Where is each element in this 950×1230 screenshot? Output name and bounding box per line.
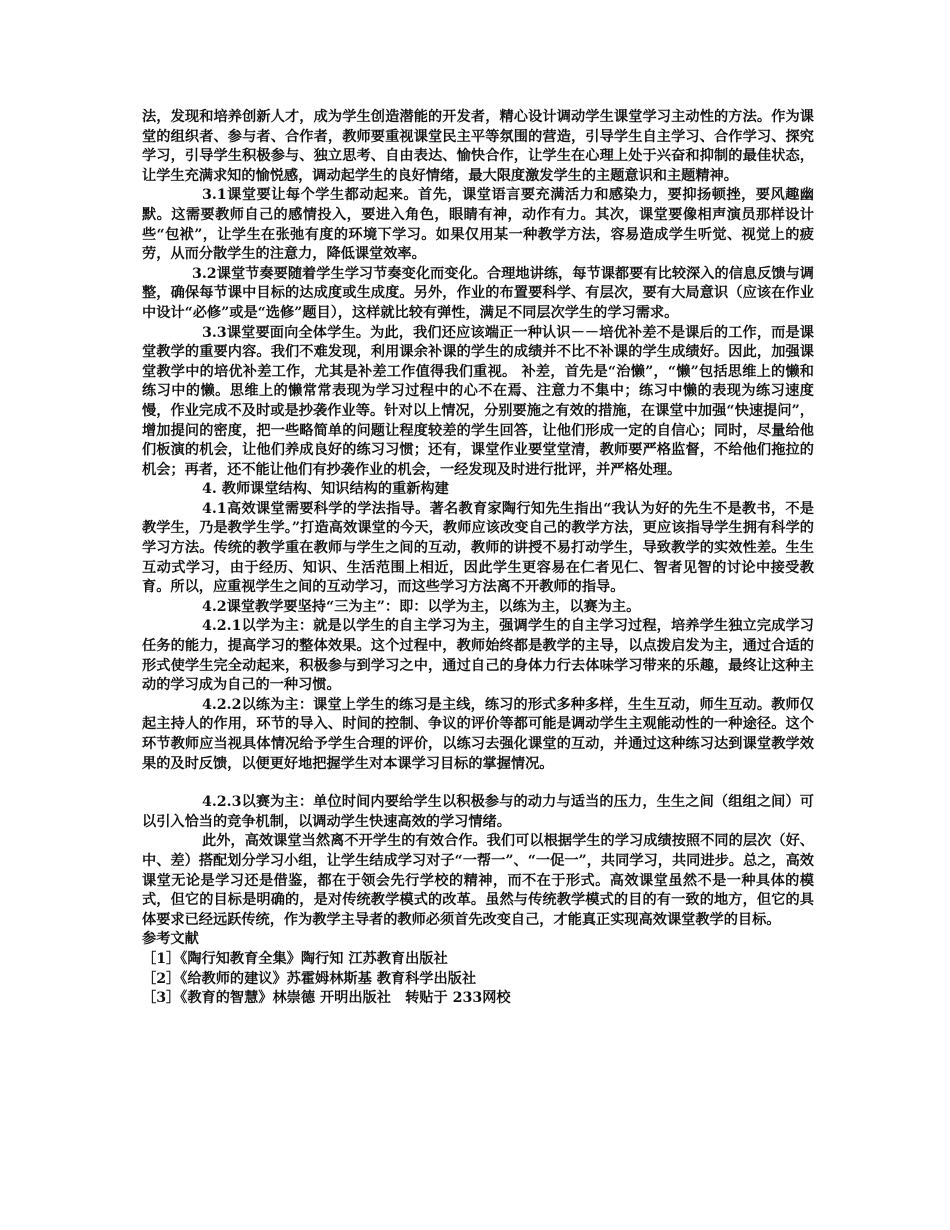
references-title: 参考文献 — [142, 931, 199, 948]
document-page — [142, 108, 814, 1009]
paragraph-conclusion: 此外，高效课堂当然离不开学生的有效合作。我们可以根据学生的学习成绩按照不同的层次（好、中、差）搭配划分学习小组，让学生结成学习对子“一帮一”、“一促一”，共同学习，共同进步。总之，高效课堂无论是学习还是借鉴，都在于领会先行学校的精神，而不在于形式。高效课堂虽然不是一种具体的模式，但它的目标是明确的，是对传统教学模式的改革。虽然与传统教学模式的目的有一致的地方，但它的具体要求已经远跃传统，作为教学主导者的教师必须首先改变自己，才能真正实现高效课堂教学的目标。 — [142, 833, 814, 928]
paragraph-3-1: 3.1课堂要让每个学生都动起来。首先，课堂语言要充满活力和感染力，要抑扬顿挫，要风趣幽默。这需要教师自己的感情投入，要进入角色，眼睛有神，动作有力。其次，课堂要像相声演员那样设计些“包袱”，让学生在张弛有度的环境下学习。如果仅用某一种教学方法，容易造成学生听觉、视觉上的疲劳，从而分散学生的注意力，降低课堂效率。 — [142, 187, 814, 263]
paragraph-intro: 法，发现和培养创新人才，成为学生创造潜能的开发者，精心设计调动学生课堂学习主动性的方法。作为课堂的组织者、参与者、合作者，教师要重视课堂民主平等氛围的营造，引导学生自主学习、合作学习、探究学习，引导学生积极参与、独立思考、自由表达、愉快合作，让学生在心理上处于兴奋和抑制的最佳状态，让学生充满求知的愉悦感，调动起学生的良好情绪，最大限度激发学生的主题意识和主题精神。 — [142, 109, 814, 184]
paragraph-3-3: 3.3课堂要面向全体学生。为此，我们还应该端正一种认识－－培优补差不是课后的工作，而是课堂教学的重要内容。我们不难发现，利用课余补课的学生的成绩并不比不补课的学生成绩好。因此，加强课堂教学中的培优补差工作，尤其是补差工作值得我们重视。 补差，首先是“治懒”，“懒”包括思维上的懒和练习中的懒。思维上的懒常常表现为学习过程中的心不在焉、注意力不集中；练习中懒的表现为练习速度慢，作业完成不及时或是抄袭作业等。针对以上情况，分别要施之有效的措施，在课堂中加强“快速提问”，增加提问的密度，把一些略简单的问题让程度较差的学生回答，让他们形成一定的自信心；同时，尽量给他们板演的机会，让他们养成良好的练习习惯；还有，课堂作业要堂堂清，教师要严格监督，不给他们拖拉的机会；再者，还不能让他们有抄袭作业的机会，一经发现及时进行批评，并严格处理。 — [142, 324, 814, 478]
paragraph-spacer — [142, 774, 814, 793]
section-heading-4: 4. 教师课堂结构、知识结构的重新构建 — [202, 481, 449, 498]
paragraph-4-2-2: 4.2.2以练为主：课堂上学生的练习是主线，练习的形式多种多样，生生互动，师生互动。教师仅起主持人的作用，环节的导入、时间的控制、争议的评价等都可能是调动学生主观能动性的一种途径。这个环节教师应当视具体情况给予学生合理的评价，以练习去强化课堂的互动，并通过这种练习达到课堂教学效果的及时反馈，以便更好地把握学生对本课学习目标的掌握情况。 — [142, 696, 814, 772]
paragraph-4-2: 4.2课堂教学要坚持“三为主”：即：以学为主，以练为主，以赛为主。 — [202, 598, 641, 615]
reference-item-3: ［3］《教育的智慧》林崇德 开明出版社 转贴于 233网校 — [142, 990, 511, 1007]
paragraph-4-1: 4.1高效课堂需要科学的学法指导。著名教育家陶行知先生指出“我认为好的先生不是教书，不是教学生，乃是教学生学。”打造高效课堂的今天，教师应该改变自己的教学方法，更应该指导学生拥有科学的学习方法。传统的教学重在教师与学生之间的互动，教师的讲授不易打动学生，导致教学的实效性差。生生互动式学习，由于经历、知识、生活范围上相近，因此学生更容易在仁者见仁、智者见智的讨论中接受教育。所以，应重视学生之间的互动学习，而这些学习方法离不开教师的指导。 — [142, 500, 814, 596]
paragraph-4-2-3: 4.2.3以赛为主：单位时间内要给学生以积极参与的动力与适当的压力，生生之间（组组之间）可以引入恰当的竞争机制，以调动学生快速高效的学习情绪。 — [142, 794, 814, 830]
paragraph-4-2-1: 4.2.1以学为主：就是以学生的自主学习为主，强调学生的自主学习过程，培养学生独立完成学习任务的能力，提高学习的整体效果。这个过程中，教师始终都是教学的主导，以点拨启发为主，通过合适的形式使学生完全动起来，积极参与到学习之中，通过自己的身体力行去体味学习带来的乐趣，最终让这种主动的学习成为自己的一种习惯。 — [142, 618, 814, 694]
reference-item-1: ［1］《陶行知教育全集》陶行知 江苏教育出版社 — [142, 950, 448, 967]
paragraph-3-2: 3.2课堂节奏要随着学生学习节奏变化而变化。合理地讲练，每节课都要有比较深入的信息反馈与调整，确保每节课中目标的达成度或生成度。另外，作业的布置要科学、有层次，要有大局意识（应该在作业中设计“必修”或是“选修”题目），这样就比较有弹性，满足不同层次学生的学习需求。 — [142, 265, 814, 321]
reference-item-2: ［2］《给教师的建议》苏霍姆林斯基 教育科学出版社 — [142, 970, 477, 987]
